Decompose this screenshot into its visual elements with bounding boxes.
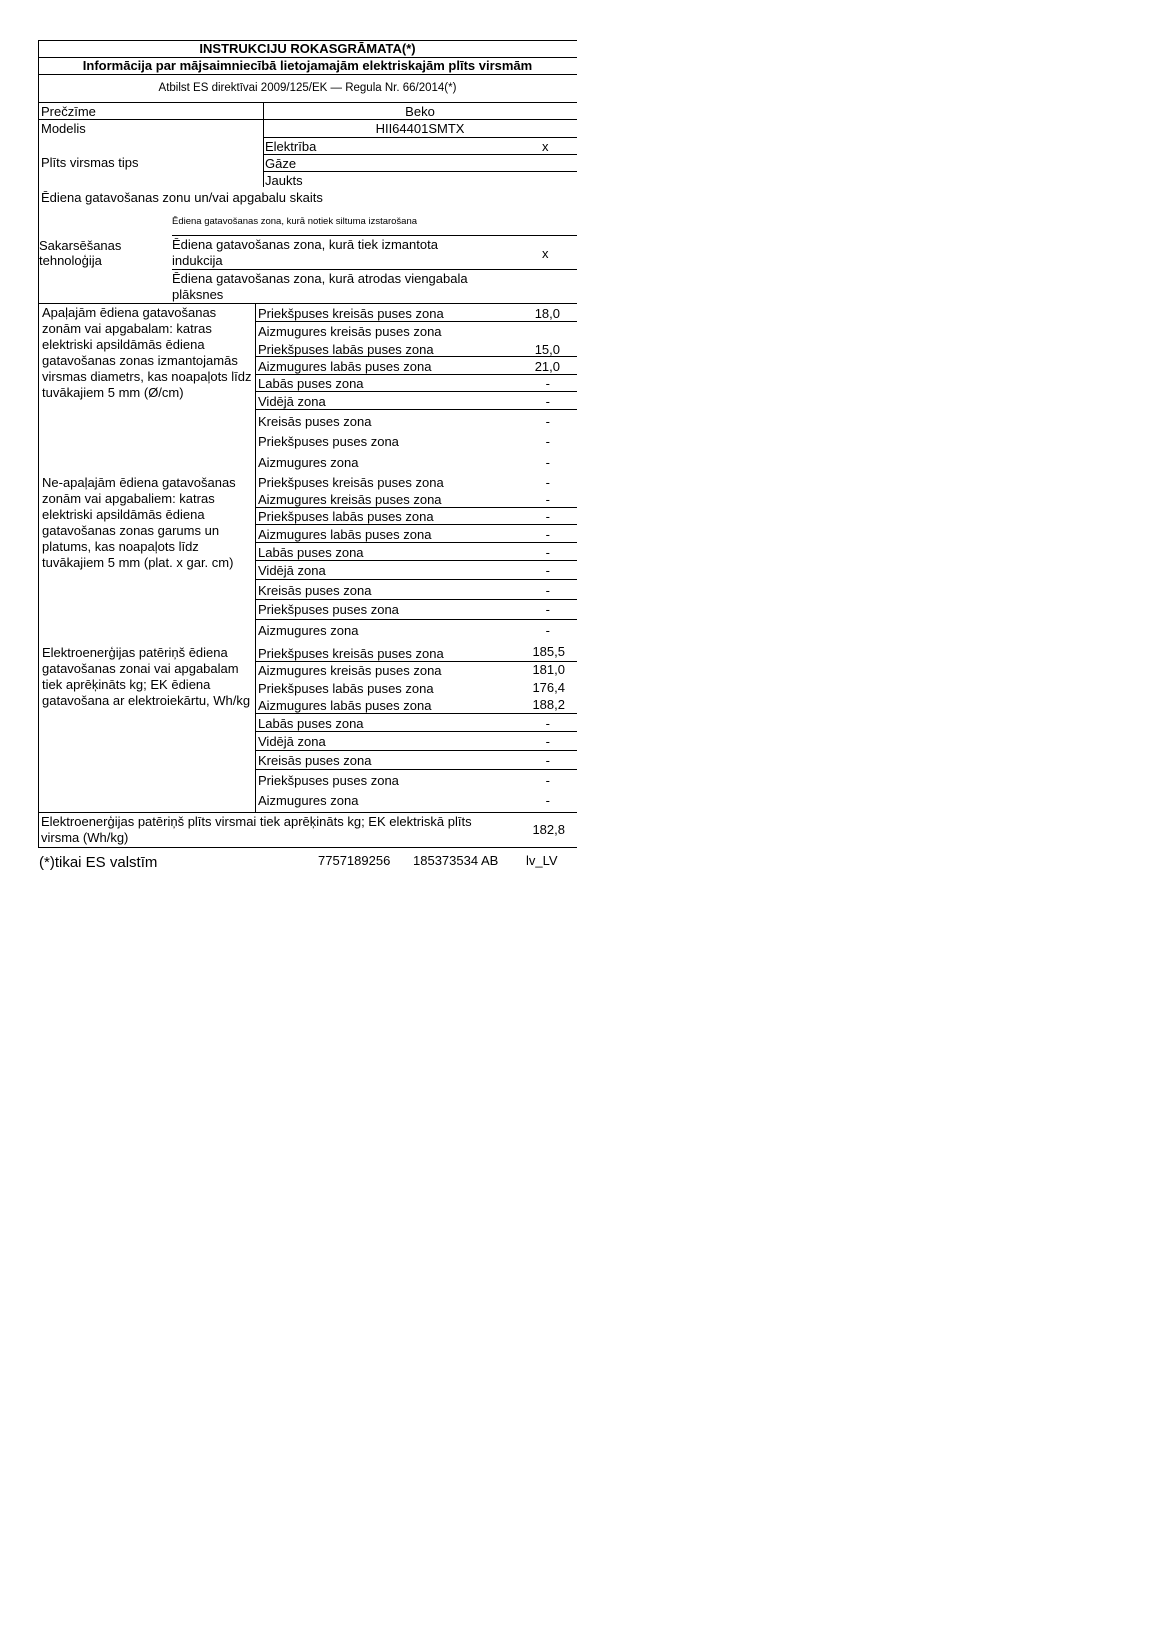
energy-zone-name: Priekšpuses puses zona bbox=[258, 773, 399, 788]
rule bbox=[38, 74, 577, 75]
nonround-zone-name: Aizmugures kreisās puses zona bbox=[258, 492, 442, 507]
rule bbox=[263, 154, 577, 155]
rule bbox=[263, 137, 577, 138]
trademark-label: Prečzīme bbox=[41, 104, 96, 119]
nonround-zone-name: Kreisās puses zona bbox=[258, 583, 372, 598]
round-zone-value: - bbox=[545, 394, 550, 409]
nonround-zone-value: - bbox=[545, 563, 550, 578]
nonround-zone-name: Priekšpuses puses zona bbox=[258, 602, 399, 617]
table-left-border bbox=[38, 40, 39, 847]
heating-solid-plate: Ēdiena gatavošanas zona, kurā atrodas viengabala plāksnes bbox=[172, 271, 468, 302]
nonround-zone-name: Priekšpuses kreisās puses zona bbox=[258, 475, 444, 490]
round-zone-name: Kreisās puses zona bbox=[258, 414, 372, 429]
rule bbox=[255, 356, 577, 357]
rule bbox=[263, 171, 577, 172]
nonround-zone-value: - bbox=[545, 583, 550, 598]
nonround-zone-name: Aizmugures zona bbox=[258, 623, 359, 638]
nonround-zone-value: - bbox=[545, 623, 550, 638]
trademark-value: Beko bbox=[405, 104, 435, 119]
round-zones-label: Apaļajām ēdiena gatavošanas zonām vai apgabalam: katras elektriski apsildāmās ēdiena gatavošanas zonas izmantojamās virsmas diametrs, kas noapaļots līdz tuvākajiem 5 mm (Ø/cm) bbox=[42, 305, 252, 400]
hob-type-mixed: Jaukts bbox=[265, 173, 303, 188]
document-subtitle: Informācija par mājsaimniecībā lietojamajām elektriskajām plīts virsmām bbox=[82, 58, 533, 73]
model-label: Modelis bbox=[41, 121, 86, 136]
rule bbox=[255, 731, 577, 732]
footer-note: (*)tikai ES valstīm bbox=[39, 854, 158, 871]
round-zone-value: - bbox=[545, 414, 550, 429]
heating-induction: Ēdiena gatavošanas zona, kurā tiek izmantota indukcija bbox=[172, 237, 438, 268]
round-zone-name: Aizmugures kreisās puses zona bbox=[258, 324, 442, 339]
total-energy-value: 182,8 bbox=[532, 822, 565, 837]
nonround-zones-label: Ne-apaļajām ēdiena gatavošanas zonām vai apgabaliem: katras elektriski apsildāmās ēdiena gatavošanas zonas garums un platums, kas noapaļots līdz tuvākajiem 5 mm (plat. x gar. cm) bbox=[42, 475, 236, 570]
energy-zone-value: 181,0 bbox=[532, 662, 565, 677]
energy-zone-name: Kreisās puses zona bbox=[258, 753, 372, 768]
round-zone-value: - bbox=[545, 434, 550, 449]
rule bbox=[255, 599, 577, 600]
round-zone-name: Vidējā zona bbox=[258, 394, 326, 409]
energy-zone-name: Labās puses zona bbox=[258, 716, 364, 731]
rule bbox=[38, 303, 577, 304]
energy-zone-name: Aizmugures zona bbox=[258, 793, 359, 808]
energy-zone-name: Vidējā zona bbox=[258, 734, 326, 749]
rule bbox=[38, 847, 577, 848]
nonround-zone-value: - bbox=[545, 602, 550, 617]
heating-technology-label: Sakarsēšanas tehnoloģija bbox=[39, 238, 122, 268]
rule bbox=[255, 507, 577, 508]
rule bbox=[255, 713, 577, 714]
round-zone-value: 18,0 bbox=[534, 306, 560, 321]
model-value: HII64401SMTX bbox=[375, 121, 465, 136]
energy-zone-value: 188,2 bbox=[532, 697, 565, 712]
energy-zone-value: 185,5 bbox=[532, 644, 565, 659]
nonround-zone-name: Priekšpuses labās puses zona bbox=[258, 509, 434, 524]
energy-zone-name: Priekšpuses kreisās puses zona bbox=[258, 646, 444, 661]
rule bbox=[172, 269, 577, 270]
rule bbox=[255, 542, 577, 543]
rule bbox=[255, 619, 577, 620]
rule bbox=[255, 750, 577, 751]
round-zone-name: Priekšpuses labās puses zona bbox=[258, 342, 434, 357]
round-zone-name: Aizmugures labās puses zona bbox=[258, 359, 432, 374]
rule bbox=[38, 119, 577, 120]
footer-locale: lv_LV bbox=[526, 853, 558, 868]
rule bbox=[255, 560, 577, 561]
footer-code-2: 185373534 AB bbox=[413, 853, 499, 868]
nonround-zone-value: - bbox=[545, 509, 550, 524]
heating-radiant: Ēdiena gatavošanas zona, kurā notiek siltuma izstarošana bbox=[172, 216, 418, 227]
round-zone-value: 21,0 bbox=[534, 359, 560, 374]
rule bbox=[255, 409, 577, 410]
directive-note: Atbilst ES direktīvai 2009/125/EK — Regula Nr. 66/2014(*) bbox=[158, 82, 457, 94]
rule bbox=[255, 374, 577, 375]
rule bbox=[172, 235, 577, 236]
energy-zone-value: - bbox=[545, 734, 550, 749]
nonround-zone-value: - bbox=[545, 492, 550, 507]
energy-zone-value: 176,4 bbox=[532, 680, 565, 695]
nonround-zone-name: Vidējā zona bbox=[258, 563, 326, 578]
rule bbox=[255, 579, 577, 580]
heating-induction-mark: x bbox=[542, 246, 549, 261]
total-energy-label: Elektroenerģijas patēriņš plīts virsmai tiek aprēķināts kg; EK elektriskā plīts virsma (Wh/kg) bbox=[41, 814, 472, 845]
round-zone-value: - bbox=[545, 455, 550, 470]
round-zone-name: Priekšpuses puses zona bbox=[258, 434, 399, 449]
zones-count-label: Ēdiena gatavošanas zonu un/vai apgabalu skaits bbox=[41, 190, 323, 205]
round-zone-value: 15,0 bbox=[534, 342, 560, 357]
nonround-zone-name: Labās puses zona bbox=[258, 545, 364, 560]
round-zone-name: Labās puses zona bbox=[258, 376, 364, 391]
energy-zone-name: Aizmugures kreisās puses zona bbox=[258, 663, 442, 678]
nonround-zone-value: - bbox=[545, 475, 550, 490]
energy-zone-name: Priekšpuses labās puses zona bbox=[258, 681, 434, 696]
column-divider bbox=[255, 303, 256, 812]
nonround-zone-name: Aizmugures labās puses zona bbox=[258, 527, 432, 542]
hob-type-electric: Elektrība bbox=[265, 139, 317, 154]
rule bbox=[255, 321, 577, 322]
rule bbox=[38, 812, 577, 813]
hob-type-electric-mark: x bbox=[542, 139, 549, 154]
energy-zone-value: - bbox=[545, 716, 550, 731]
energy-zones-label: Elektroenerģijas patēriņš ēdiena gatavošanas zonai vai apgabalam tiek aprēķināts kg; EK ēdiena gatavošana ar elektroiekārtu, Wh/kg bbox=[42, 645, 251, 708]
rule bbox=[255, 524, 577, 525]
document-title: INSTRUKCIJU ROKASGRĀMATA(*) bbox=[199, 41, 416, 56]
column-divider bbox=[263, 102, 264, 187]
energy-zone-value: - bbox=[545, 753, 550, 768]
energy-zone-name: Aizmugures labās puses zona bbox=[258, 698, 432, 713]
rule bbox=[38, 102, 577, 103]
round-zone-value: - bbox=[545, 376, 550, 391]
hob-type-gas: Gāze bbox=[265, 156, 297, 171]
energy-zone-value: - bbox=[545, 793, 550, 808]
footer-code-1: 7757189256 bbox=[318, 853, 391, 868]
rule bbox=[255, 769, 577, 770]
energy-zone-value: - bbox=[545, 773, 550, 788]
rule bbox=[255, 391, 577, 392]
nonround-zone-value: - bbox=[545, 527, 550, 542]
hob-type-label: Plīts virsmas tips bbox=[41, 155, 139, 170]
round-zone-name: Priekšpuses kreisās puses zona bbox=[258, 306, 444, 321]
round-zone-name: Aizmugures zona bbox=[258, 455, 359, 470]
nonround-zone-value: - bbox=[545, 545, 550, 560]
